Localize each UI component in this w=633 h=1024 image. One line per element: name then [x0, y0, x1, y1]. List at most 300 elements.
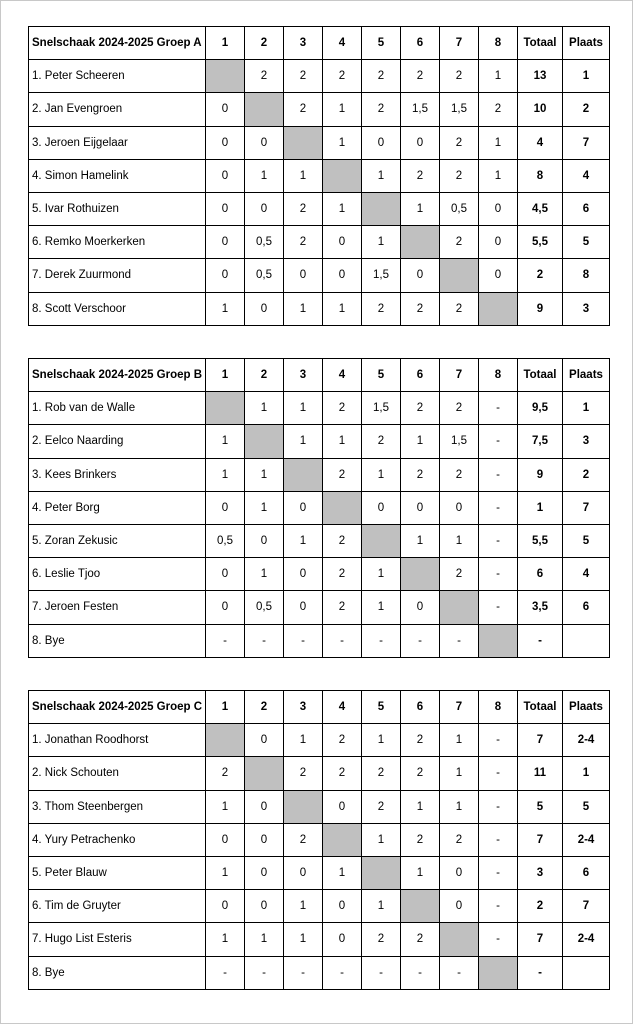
- column-header-3: 3: [284, 27, 323, 60]
- table-row: [29, 624, 610, 657]
- column-header-place: Plaats: [563, 359, 610, 392]
- score-cell: 1: [440, 757, 479, 790]
- score-cell: 1: [284, 923, 323, 956]
- table-row: [29, 724, 610, 757]
- score-cell: 2: [401, 823, 440, 856]
- table-row: [29, 524, 610, 557]
- player-name: 4. Simon Hamelink: [29, 159, 206, 192]
- score-cell: 0: [206, 226, 245, 259]
- total-cell: 2: [518, 259, 563, 292]
- score-cell: 1: [284, 425, 323, 458]
- score-cell: 1: [206, 425, 245, 458]
- score-cell: 1: [245, 923, 284, 956]
- place-cell: 2-4: [563, 724, 610, 757]
- column-header-6: 6: [401, 691, 440, 724]
- score-cell: 1: [206, 923, 245, 956]
- score-cell: 0: [401, 259, 440, 292]
- player-name: 5. Peter Blauw: [29, 856, 206, 889]
- column-header-3: 3: [284, 691, 323, 724]
- total-cell: 5,5: [518, 524, 563, 557]
- place-cell: [563, 624, 610, 657]
- total-cell: -: [518, 956, 563, 989]
- header-row: [29, 691, 610, 724]
- place-cell: 5: [563, 524, 610, 557]
- score-cell: 0,5: [245, 259, 284, 292]
- column-header-7: 7: [440, 359, 479, 392]
- score-cell: 1: [284, 292, 323, 325]
- score-cell: 2: [440, 458, 479, 491]
- player-name: 4. Yury Petrachenko: [29, 823, 206, 856]
- total-cell: 7: [518, 923, 563, 956]
- player-name: 3. Jeroen Eijgelaar: [29, 126, 206, 159]
- table-row: [29, 126, 610, 159]
- player-name: 7. Hugo List Esteris: [29, 923, 206, 956]
- score-cell: -: [206, 624, 245, 657]
- table-row: [29, 60, 610, 93]
- player-name: 6. Remko Moerkerken: [29, 226, 206, 259]
- score-cell: 1: [323, 93, 362, 126]
- score-cell: 0: [206, 259, 245, 292]
- total-cell: 1: [518, 491, 563, 524]
- score-cell: 2: [206, 757, 245, 790]
- score-cell: 0: [440, 890, 479, 923]
- score-cell: 0: [284, 491, 323, 524]
- score-cell: 2: [401, 392, 440, 425]
- score-cell: 2: [362, 425, 401, 458]
- diagonal-cell: [245, 757, 284, 790]
- score-cell: 2: [323, 724, 362, 757]
- score-cell: 0,5: [440, 192, 479, 225]
- score-cell: -: [206, 956, 245, 989]
- column-header-5: 5: [362, 359, 401, 392]
- place-cell: 2-4: [563, 823, 610, 856]
- place-cell: 1: [563, 60, 610, 93]
- score-cell: 2: [362, 60, 401, 93]
- score-cell: 1: [479, 159, 518, 192]
- table-row: [29, 159, 610, 192]
- score-cell: 2: [323, 757, 362, 790]
- score-cell: 1: [206, 790, 245, 823]
- score-cell: 2: [284, 192, 323, 225]
- score-cell: 0: [206, 159, 245, 192]
- score-cell: 2: [401, 757, 440, 790]
- score-cell: 2: [440, 823, 479, 856]
- score-cell: 0,5: [245, 226, 284, 259]
- score-cell: -: [440, 624, 479, 657]
- score-cell: 1: [323, 425, 362, 458]
- score-cell: 1: [323, 292, 362, 325]
- score-cell: 1: [362, 558, 401, 591]
- diagonal-cell: [206, 392, 245, 425]
- score-cell: -: [401, 624, 440, 657]
- place-cell: [563, 956, 610, 989]
- player-name: 2. Eelco Naarding: [29, 425, 206, 458]
- total-cell: 3,5: [518, 591, 563, 624]
- score-cell: -: [284, 956, 323, 989]
- score-cell: 2: [323, 591, 362, 624]
- total-cell: 7: [518, 823, 563, 856]
- score-cell: 2: [362, 757, 401, 790]
- score-cell: 1: [245, 392, 284, 425]
- score-cell: 2: [401, 60, 440, 93]
- table-row: [29, 790, 610, 823]
- score-cell: 0: [206, 491, 245, 524]
- score-cell: 0: [245, 724, 284, 757]
- score-cell: -: [479, 392, 518, 425]
- score-cell: 0: [323, 259, 362, 292]
- score-cell: 1,5: [440, 93, 479, 126]
- score-cell: 0: [245, 790, 284, 823]
- diagonal-cell: [245, 93, 284, 126]
- score-cell: 2: [323, 458, 362, 491]
- place-cell: 7: [563, 491, 610, 524]
- player-name: 5. Zoran Zekusic: [29, 524, 206, 557]
- score-cell: 2: [401, 724, 440, 757]
- score-cell: 0: [284, 558, 323, 591]
- column-header-4: 4: [323, 691, 362, 724]
- score-cell: 1,5: [362, 259, 401, 292]
- score-cell: 2: [401, 292, 440, 325]
- table-row: [29, 425, 610, 458]
- score-cell: 1: [206, 292, 245, 325]
- player-name: 8. Bye: [29, 956, 206, 989]
- diagonal-cell: [206, 60, 245, 93]
- score-cell: 2: [401, 923, 440, 956]
- total-cell: 7: [518, 724, 563, 757]
- score-cell: 0: [362, 126, 401, 159]
- diagonal-cell: [362, 524, 401, 557]
- total-cell: 9: [518, 458, 563, 491]
- column-header-total: Totaal: [518, 27, 563, 60]
- diagonal-cell: [401, 558, 440, 591]
- table-row: [29, 558, 610, 591]
- score-cell: -: [479, 458, 518, 491]
- score-cell: 2: [440, 126, 479, 159]
- diagonal-cell: [284, 126, 323, 159]
- score-cell: 1: [245, 491, 284, 524]
- table-row: [29, 823, 610, 856]
- score-cell: 2: [284, 823, 323, 856]
- table-row: [29, 226, 610, 259]
- diagonal-cell: [440, 591, 479, 624]
- place-cell: 4: [563, 558, 610, 591]
- place-cell: 2: [563, 458, 610, 491]
- score-cell: 0: [245, 192, 284, 225]
- place-cell: 3: [563, 425, 610, 458]
- score-cell: 1: [440, 524, 479, 557]
- score-cell: 0: [206, 823, 245, 856]
- score-cell: -: [401, 956, 440, 989]
- place-cell: 7: [563, 126, 610, 159]
- diagonal-cell: [440, 259, 479, 292]
- score-cell: 2: [362, 923, 401, 956]
- score-cell: 2: [284, 757, 323, 790]
- score-cell: 0: [479, 259, 518, 292]
- score-cell: 2: [284, 60, 323, 93]
- table-row: [29, 491, 610, 524]
- score-cell: 1: [479, 126, 518, 159]
- score-cell: 1: [245, 458, 284, 491]
- score-cell: 1: [245, 558, 284, 591]
- column-header-7: 7: [440, 691, 479, 724]
- player-name: 1. Rob van de Walle: [29, 392, 206, 425]
- score-cell: 0: [206, 591, 245, 624]
- score-cell: 0: [401, 591, 440, 624]
- score-cell: 0: [479, 226, 518, 259]
- column-header-place: Plaats: [563, 691, 610, 724]
- score-cell: 0: [401, 126, 440, 159]
- score-cell: 1: [206, 856, 245, 889]
- total-cell: 7,5: [518, 425, 563, 458]
- score-cell: 1,5: [362, 392, 401, 425]
- score-cell: 0: [245, 856, 284, 889]
- score-cell: 0: [440, 856, 479, 889]
- table-row: [29, 292, 610, 325]
- score-cell: 1,5: [440, 425, 479, 458]
- score-cell: 1: [362, 823, 401, 856]
- score-cell: 0: [323, 890, 362, 923]
- score-cell: 1: [362, 159, 401, 192]
- total-cell: 8: [518, 159, 563, 192]
- score-cell: -: [479, 591, 518, 624]
- score-cell: -: [479, 856, 518, 889]
- score-cell: -: [362, 624, 401, 657]
- score-cell: 2: [440, 392, 479, 425]
- header-row: [29, 359, 610, 392]
- score-cell: -: [479, 524, 518, 557]
- score-cell: 1: [245, 159, 284, 192]
- total-cell: 5,5: [518, 226, 563, 259]
- score-cell: 0: [245, 292, 284, 325]
- score-cell: -: [479, 558, 518, 591]
- total-cell: 3: [518, 856, 563, 889]
- column-header-1: 1: [206, 27, 245, 60]
- diagonal-cell: [401, 890, 440, 923]
- column-header-1: 1: [206, 691, 245, 724]
- table-row: [29, 591, 610, 624]
- score-cell: 0,5: [206, 524, 245, 557]
- column-header-place: Plaats: [563, 27, 610, 60]
- diagonal-cell: [245, 425, 284, 458]
- player-name: 3. Kees Brinkers: [29, 458, 206, 491]
- diagonal-cell: [284, 790, 323, 823]
- score-cell: 1: [323, 126, 362, 159]
- place-cell: 4: [563, 159, 610, 192]
- score-cell: -: [479, 491, 518, 524]
- table-row: [29, 458, 610, 491]
- place-cell: 5: [563, 226, 610, 259]
- score-cell: 1: [284, 524, 323, 557]
- score-cell: 0: [245, 126, 284, 159]
- header-row: [29, 27, 610, 60]
- score-cell: 2: [440, 292, 479, 325]
- score-cell: 0: [323, 226, 362, 259]
- score-cell: 1: [440, 724, 479, 757]
- score-cell: 2: [323, 392, 362, 425]
- score-cell: 0: [206, 890, 245, 923]
- column-header-6: 6: [401, 359, 440, 392]
- column-header-4: 4: [323, 27, 362, 60]
- column-header-8: 8: [479, 691, 518, 724]
- score-cell: 2: [245, 60, 284, 93]
- score-cell: 2: [323, 60, 362, 93]
- player-name: 3. Thom Steenbergen: [29, 790, 206, 823]
- score-cell: 0: [284, 259, 323, 292]
- player-name: 2. Jan Evengroen: [29, 93, 206, 126]
- score-cell: 1: [284, 890, 323, 923]
- column-header-7: 7: [440, 27, 479, 60]
- column-header-4: 4: [323, 359, 362, 392]
- score-cell: -: [284, 624, 323, 657]
- diagonal-cell: [362, 856, 401, 889]
- table-row: [29, 93, 610, 126]
- column-header-8: 8: [479, 359, 518, 392]
- total-cell: 6: [518, 558, 563, 591]
- score-cell: 2: [440, 159, 479, 192]
- score-cell: 1: [401, 790, 440, 823]
- total-cell: 9,5: [518, 392, 563, 425]
- column-header-total: Totaal: [518, 359, 563, 392]
- score-cell: 0: [284, 591, 323, 624]
- diagonal-cell: [401, 226, 440, 259]
- score-cell: 2: [284, 93, 323, 126]
- diagonal-cell: [440, 923, 479, 956]
- score-cell: -: [245, 956, 284, 989]
- score-cell: 0: [362, 491, 401, 524]
- score-cell: -: [479, 425, 518, 458]
- score-cell: 1: [284, 392, 323, 425]
- score-cell: 2: [401, 458, 440, 491]
- place-cell: 6: [563, 591, 610, 624]
- score-cell: 1: [284, 159, 323, 192]
- score-cell: 1: [362, 724, 401, 757]
- score-cell: 0: [479, 192, 518, 225]
- group-title: Snelschaak 2024-2025 Groep B: [29, 359, 206, 392]
- score-cell: 2: [440, 60, 479, 93]
- diagonal-cell: [479, 624, 518, 657]
- score-cell: 1: [323, 192, 362, 225]
- score-cell: -: [362, 956, 401, 989]
- score-cell: 0: [401, 491, 440, 524]
- score-cell: -: [245, 624, 284, 657]
- score-cell: 1: [401, 524, 440, 557]
- total-cell: 13: [518, 60, 563, 93]
- table-row: [29, 856, 610, 889]
- group-title: Snelschaak 2024-2025 Groep C: [29, 691, 206, 724]
- column-header-total: Totaal: [518, 691, 563, 724]
- score-cell: -: [323, 624, 362, 657]
- place-cell: 1: [563, 392, 610, 425]
- score-cell: 0: [245, 524, 284, 557]
- score-cell: -: [479, 890, 518, 923]
- score-cell: -: [479, 790, 518, 823]
- diagonal-cell: [323, 159, 362, 192]
- score-cell: 2: [362, 93, 401, 126]
- total-cell: 4: [518, 126, 563, 159]
- score-cell: 1: [401, 425, 440, 458]
- score-cell: -: [479, 923, 518, 956]
- column-header-5: 5: [362, 27, 401, 60]
- score-cell: 1: [362, 458, 401, 491]
- player-name: 1. Jonathan Roodhorst: [29, 724, 206, 757]
- place-cell: 3: [563, 292, 610, 325]
- column-header-3: 3: [284, 359, 323, 392]
- total-cell: 4,5: [518, 192, 563, 225]
- player-name: 8. Scott Verschoor: [29, 292, 206, 325]
- table-row: [29, 392, 610, 425]
- score-cell: 2: [479, 93, 518, 126]
- score-cell: -: [479, 823, 518, 856]
- score-cell: -: [479, 757, 518, 790]
- score-cell: 0: [323, 923, 362, 956]
- score-cell: 1: [323, 856, 362, 889]
- score-cell: 2: [323, 524, 362, 557]
- score-cell: 1: [362, 226, 401, 259]
- total-cell: 11: [518, 757, 563, 790]
- column-header-8: 8: [479, 27, 518, 60]
- place-cell: 2: [563, 93, 610, 126]
- score-cell: 1: [479, 60, 518, 93]
- score-cell: 1: [401, 192, 440, 225]
- player-name: 7. Derek Zuurmond: [29, 259, 206, 292]
- column-header-2: 2: [245, 691, 284, 724]
- table-row: [29, 192, 610, 225]
- standings-table-group-a: [28, 26, 610, 326]
- score-cell: 1: [284, 724, 323, 757]
- score-cell: 2: [362, 292, 401, 325]
- score-cell: -: [323, 956, 362, 989]
- diagonal-cell: [479, 292, 518, 325]
- score-cell: 2: [362, 790, 401, 823]
- score-cell: 0: [206, 126, 245, 159]
- diagonal-cell: [479, 956, 518, 989]
- column-header-5: 5: [362, 691, 401, 724]
- score-cell: 2: [323, 558, 362, 591]
- player-name: 5. Ivar Rothuizen: [29, 192, 206, 225]
- total-cell: 2: [518, 890, 563, 923]
- score-cell: 2: [401, 159, 440, 192]
- score-cell: 0: [206, 93, 245, 126]
- diagonal-cell: [323, 823, 362, 856]
- score-cell: -: [440, 956, 479, 989]
- place-cell: 6: [563, 192, 610, 225]
- place-cell: 7: [563, 890, 610, 923]
- table-row: [29, 956, 610, 989]
- player-name: 7. Jeroen Festen: [29, 591, 206, 624]
- diagonal-cell: [206, 724, 245, 757]
- score-cell: 1: [362, 890, 401, 923]
- table-row: [29, 923, 610, 956]
- column-header-6: 6: [401, 27, 440, 60]
- score-cell: 1: [206, 458, 245, 491]
- table-row: [29, 757, 610, 790]
- column-header-2: 2: [245, 27, 284, 60]
- score-cell: 1,5: [401, 93, 440, 126]
- score-cell: 0: [206, 192, 245, 225]
- place-cell: 8: [563, 259, 610, 292]
- place-cell: 5: [563, 790, 610, 823]
- score-cell: 2: [284, 226, 323, 259]
- score-cell: 2: [440, 558, 479, 591]
- standings-table-group-b: [28, 358, 610, 658]
- score-cell: 1: [362, 591, 401, 624]
- diagonal-cell: [284, 458, 323, 491]
- total-cell: -: [518, 624, 563, 657]
- group-title: Snelschaak 2024-2025 Groep A: [29, 27, 206, 60]
- score-cell: 0: [323, 790, 362, 823]
- score-cell: 0: [206, 558, 245, 591]
- table-row: [29, 890, 610, 923]
